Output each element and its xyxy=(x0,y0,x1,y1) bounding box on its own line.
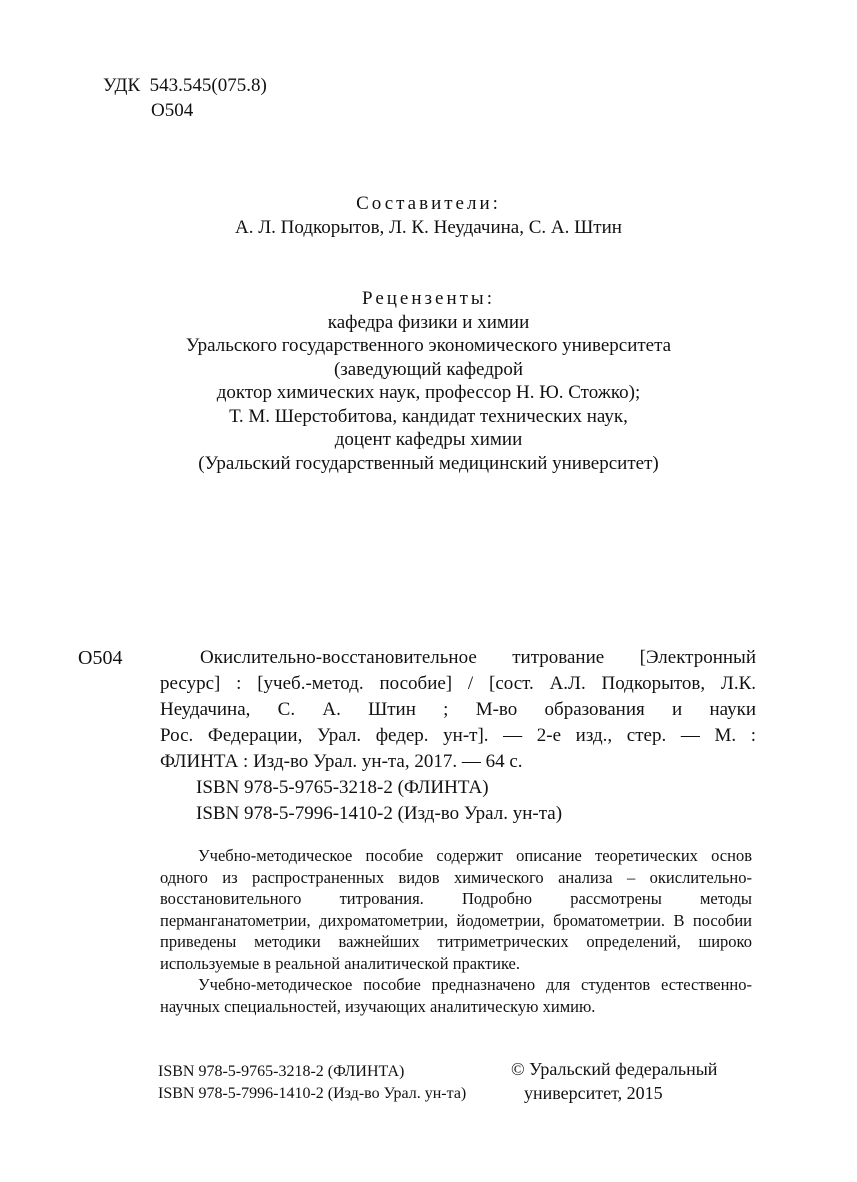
authors-names: А. Л. Подкорытов, Л. К. Неудачина, С. А. Штин xyxy=(235,216,622,238)
copyright-line: © Уральский федеральный xyxy=(511,1059,718,1079)
authors-heading: Составители: xyxy=(356,193,501,214)
reviewers-line: доцент кафедры химии xyxy=(334,429,523,450)
abstract-paragraph: Учебно-методическое пособие предназначено для студентов естественно-научных специальностей, изучающих аналитическую химию. xyxy=(160,975,752,1016)
copyright-block xyxy=(511,1057,717,1105)
reviewers-line: (заведующий кафедрой xyxy=(333,358,524,380)
reviewers-line: кафедра физики и химии xyxy=(327,311,530,333)
reviewers-line: Т. М. Шерстобитова, кандидат технических наук, xyxy=(229,405,628,427)
udk-author-mark: О504 xyxy=(151,100,194,121)
udk-code: 543.545(075.8) xyxy=(149,75,267,96)
abstract-paragraph: Учебно-методическое пособие содержит описание теоретических основ одного из распространенных видов химического анализа – окислительно-восстановительного титрования. Подробно рассмотрены методы перманганатометрии, дихроматометрии, йодометрии, броматометрии. В пособии приведены методики важнейших титриметрических определений, широко используемые в реальной аналитической практике. xyxy=(160,846,752,973)
footer-isbn: ISBN 978-5-7996-1410-2 (Изд-во Урал. ун-та) xyxy=(158,1085,467,1102)
reviewers-line: доктор химических наук, профессор Н. Ю. Стожко); xyxy=(216,382,641,403)
reviewers-line: (Уральский государственный медицинский университет) xyxy=(198,452,659,474)
biblio-line: ресурс] : [учеб.-метод. пособие] / [сост. А.Л. Подкорытов, Л.К. xyxy=(160,673,756,694)
udk-line xyxy=(103,73,267,98)
classification-code: О504 xyxy=(78,647,123,669)
footer-isbn-block xyxy=(158,1061,466,1105)
biblio-isbn: ISBN 978-5-7996-1410-2 (Изд-во Урал. ун-та) xyxy=(196,803,563,824)
biblio-line: Неудачина, С. А. Штин ; М-во образования и науки xyxy=(160,699,756,720)
udk-block xyxy=(103,73,267,123)
bibliographic-record xyxy=(160,645,756,827)
biblio-line: Окислительно-восстановительное титрование [Электронный xyxy=(200,647,756,668)
udk-label: УДК xyxy=(103,75,141,96)
footer-isbn: ISBN 978-5-9765-3218-2 (ФЛИНТА) xyxy=(158,1063,405,1080)
authors-block xyxy=(0,192,857,239)
copyright-line: университет, 2015 xyxy=(524,1083,663,1103)
reviewers-heading: Рецензенты: xyxy=(362,288,495,309)
reviewers-block xyxy=(0,287,857,475)
reviewers-line: Уральского государственного экономического университета xyxy=(185,335,672,356)
biblio-isbn: ISBN 978-5-9765-3218-2 (ФЛИНТА) xyxy=(196,777,489,798)
abstract xyxy=(160,845,752,1017)
biblio-line: Рос. Федерации, Урал. федер. ун-т]. — 2-е изд., стер. — М. : xyxy=(160,725,756,746)
biblio-line: ФЛИНТА : Изд-во Урал. ун-та, 2017. — 64 с. xyxy=(160,751,523,772)
